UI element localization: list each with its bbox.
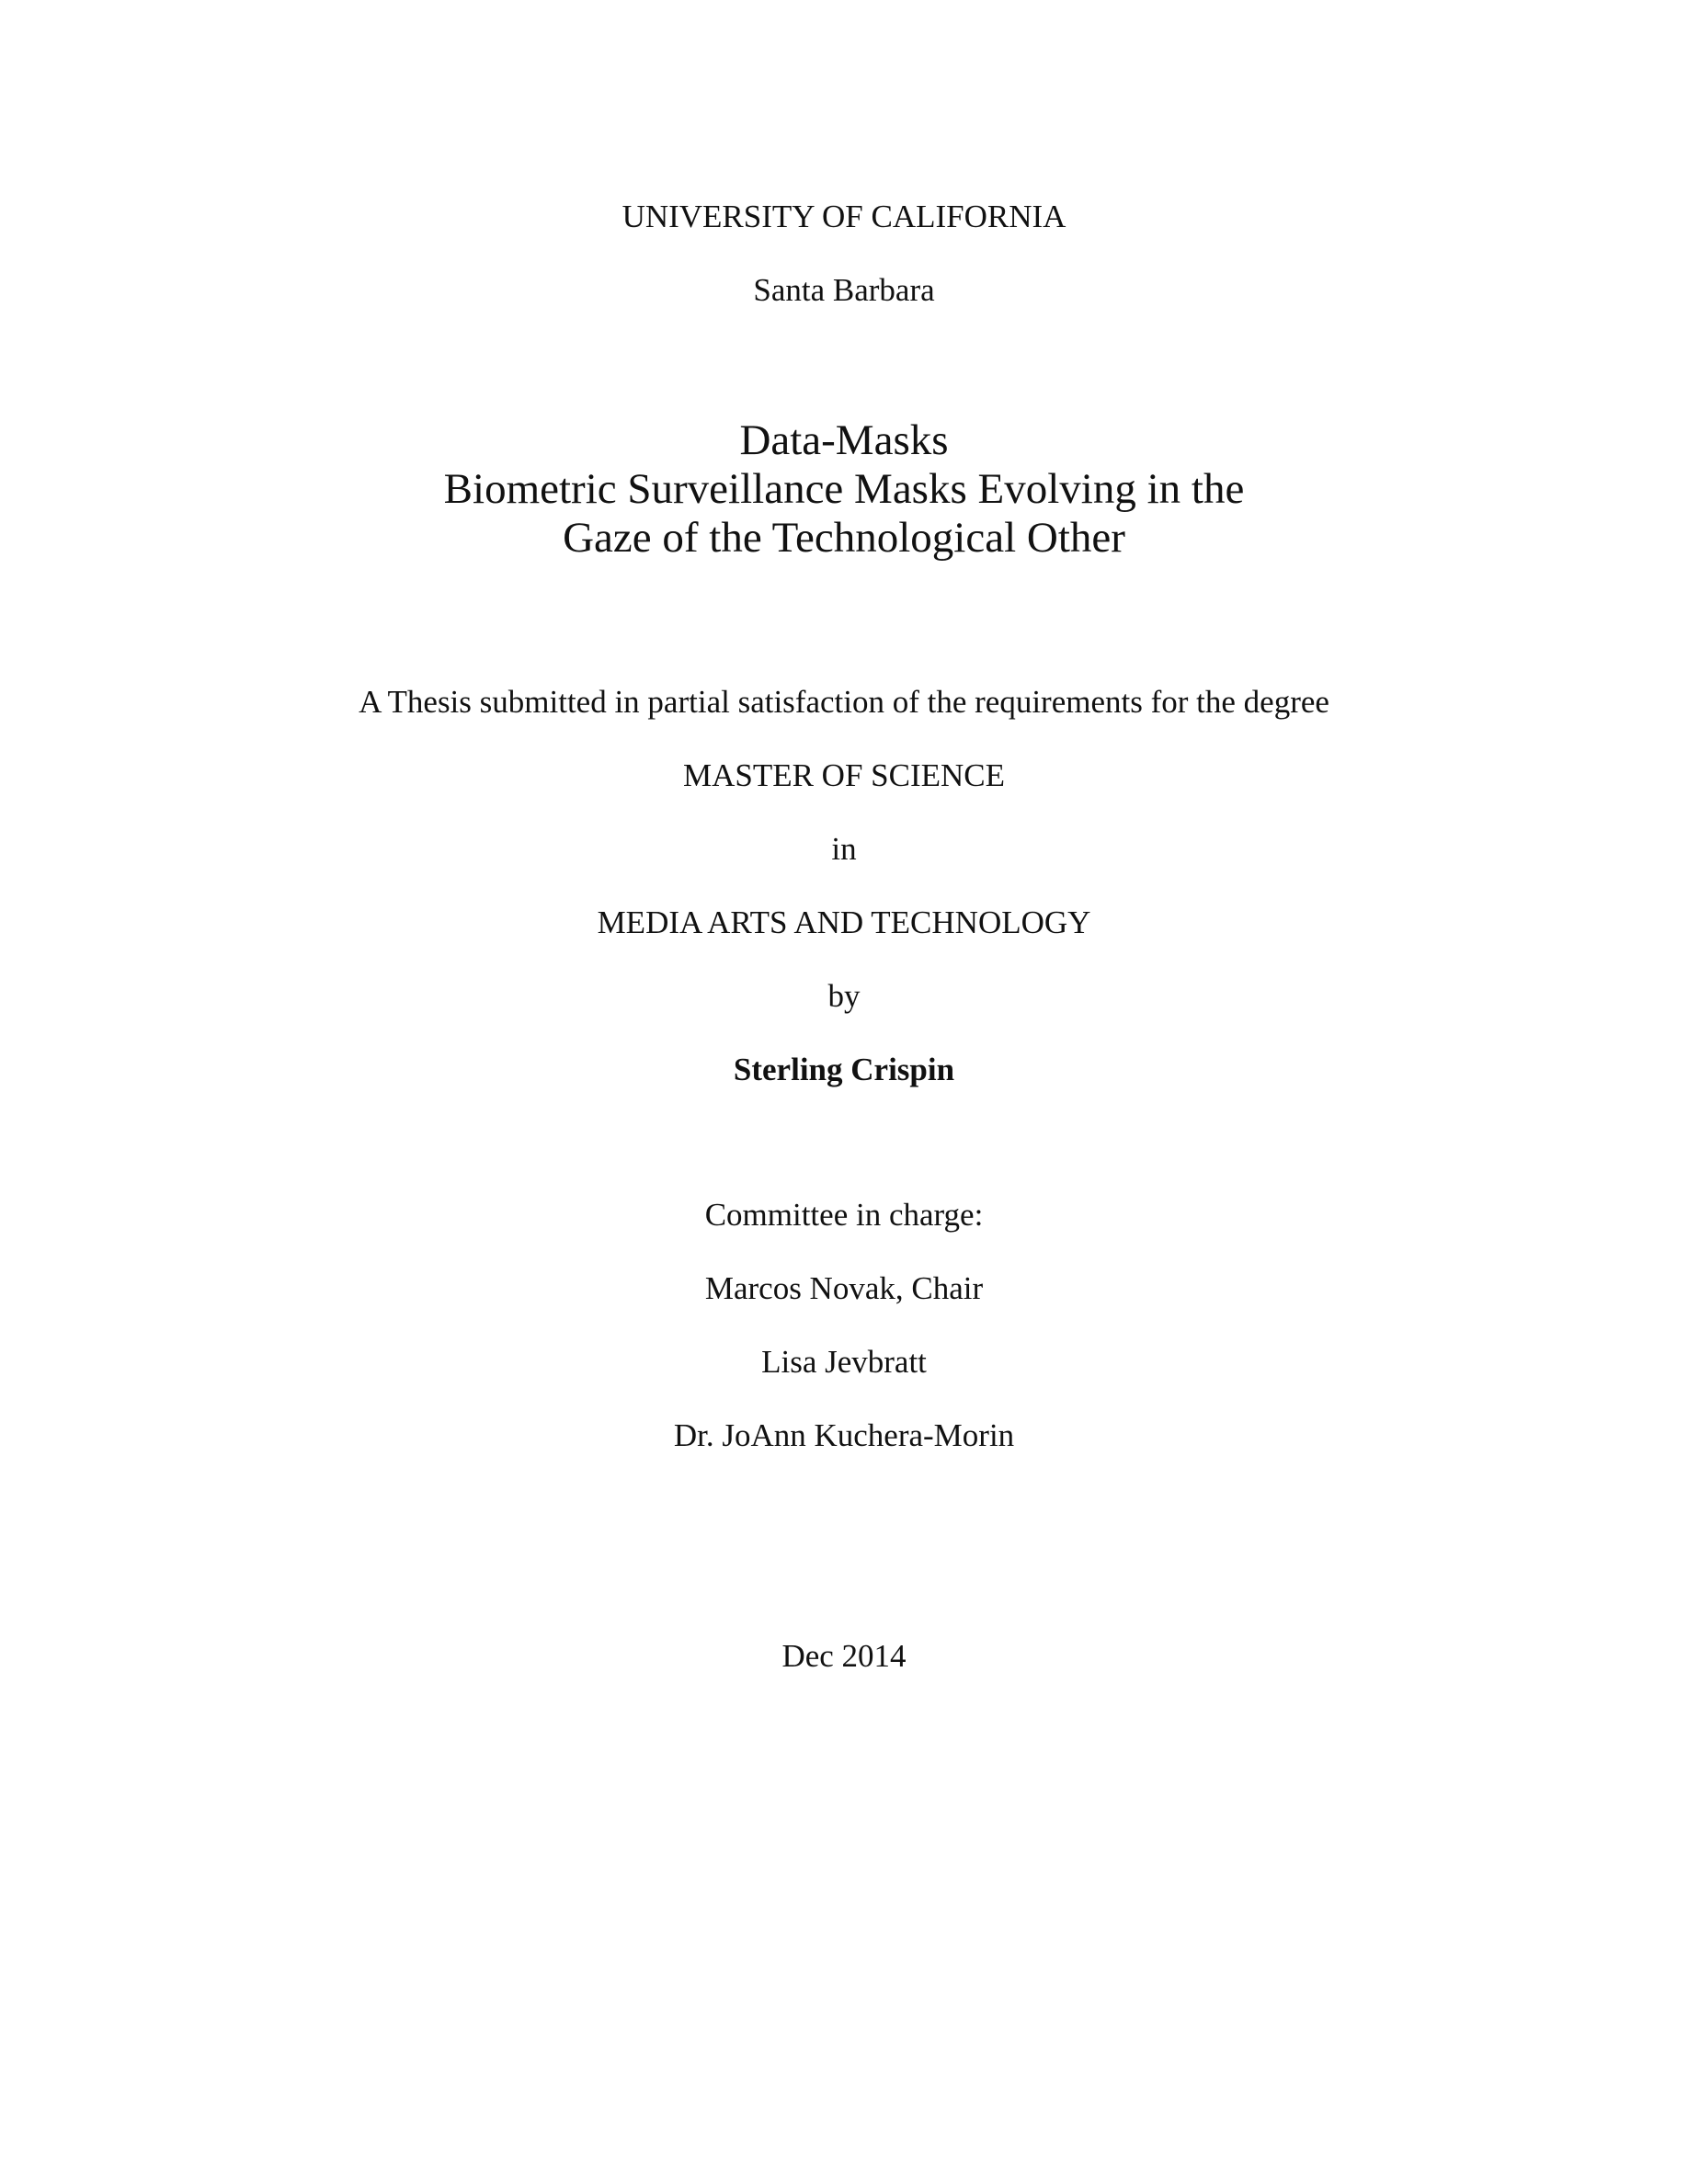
degree-name: MASTER OF SCIENCE bbox=[682, 757, 1006, 793]
thesis-title-line-1: Data-Masks bbox=[739, 416, 949, 464]
degree-statement: A Thesis submitted in partial satisfaction of the requirements for the degree bbox=[359, 684, 1329, 720]
degree-field: MEDIA ARTS AND TECHNOLOGY bbox=[597, 904, 1091, 940]
author-name: Sterling Crispin bbox=[733, 1052, 955, 1087]
campus-name: Santa Barbara bbox=[753, 272, 935, 308]
submission-date: Dec 2014 bbox=[781, 1638, 907, 1674]
degree-by: by bbox=[827, 978, 861, 1014]
committee-member: Dr. JoAnn Kuchera-Morin bbox=[673, 1417, 1015, 1453]
committee-heading: Committee in charge: bbox=[704, 1197, 984, 1233]
thesis-title-line-3: Gaze of the Technological Other bbox=[563, 514, 1125, 562]
committee-member: Marcos Novak, Chair bbox=[704, 1270, 984, 1306]
degree-in: in bbox=[831, 831, 857, 867]
committee-member: Lisa Jevbratt bbox=[761, 1344, 927, 1380]
institution-name: UNIVERSITY OF CALIFORNIA bbox=[622, 199, 1066, 234]
thesis-title-line-2: Biometric Surveillance Masks Evolving in the bbox=[443, 465, 1245, 513]
